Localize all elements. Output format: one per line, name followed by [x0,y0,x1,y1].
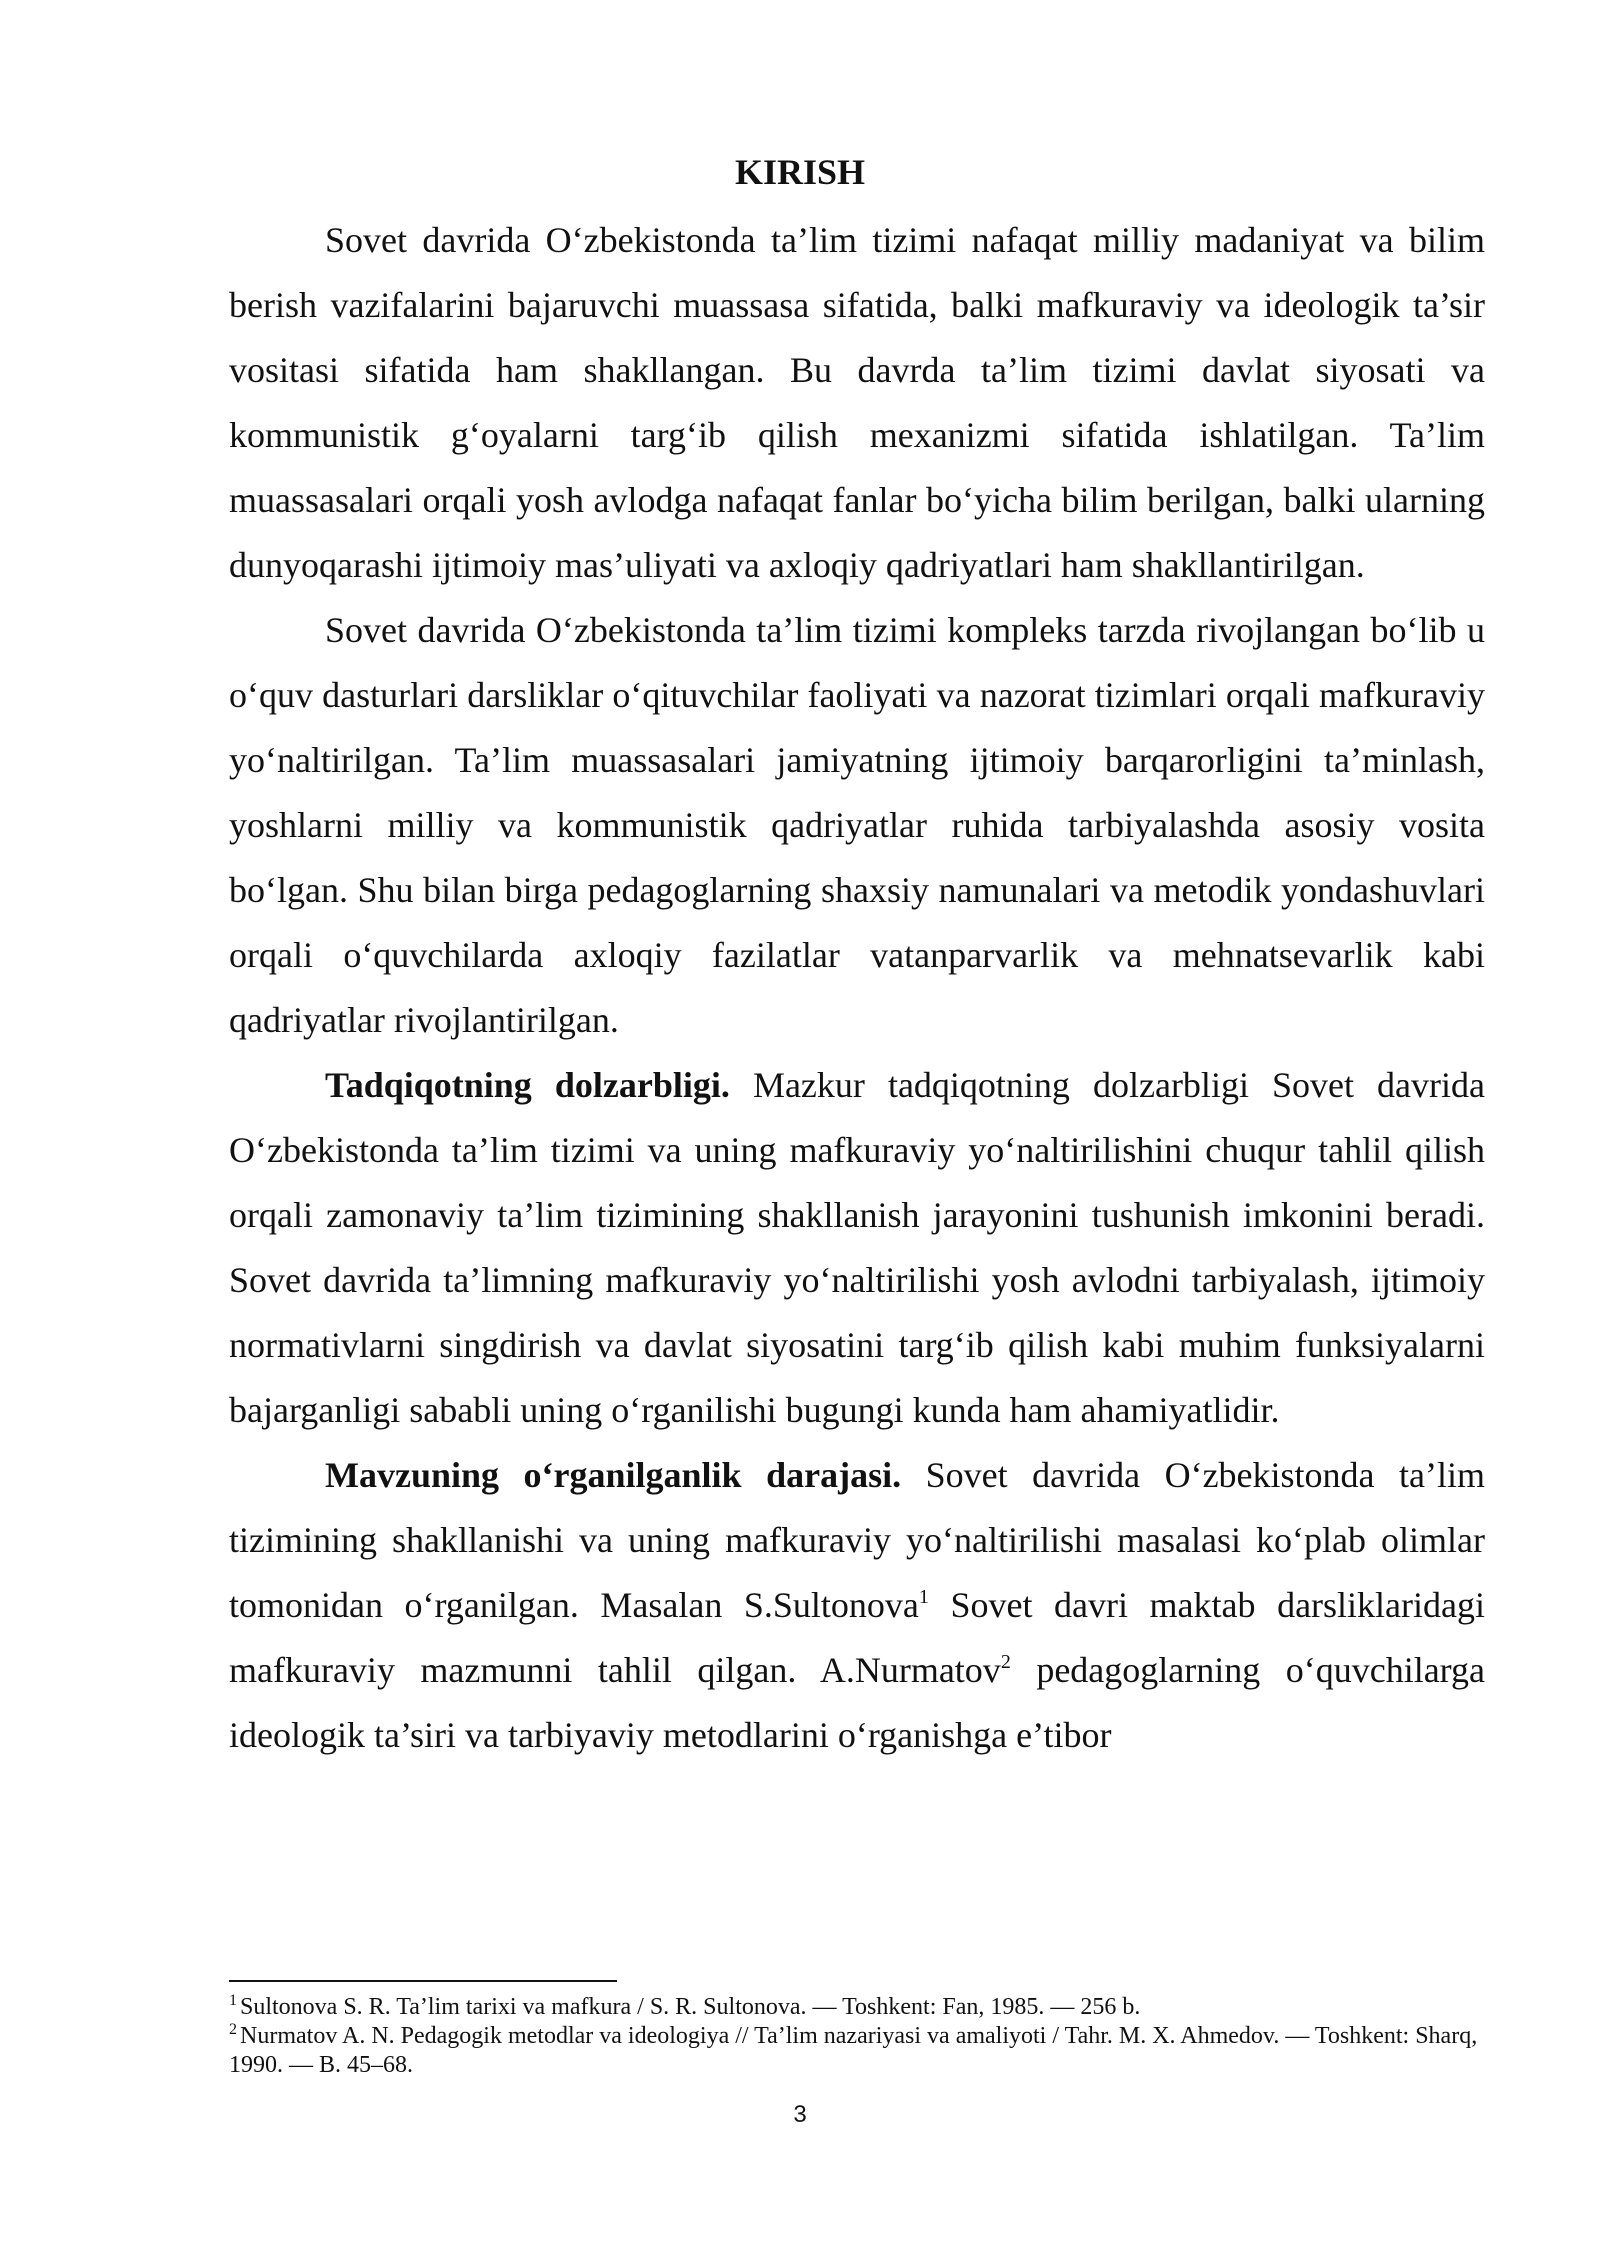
paragraph-intro [229,208,1485,598]
section-heading: KIRISH [734,152,866,192]
footnote-marker: 2 [229,2021,237,2038]
footnotes [229,1993,1485,2080]
paragraph-text: Sovet davrida O‘zbekistonda ta’lim tizimi nafaqat milliy madaniyat va bilim berish vazifalarini bajaruvchi muassasa sifatida, balki mafkuraviy va ideologik ta’sir vositasi sifatida ham shakllangan. Bu davrda ta’lim tizimi davlat siyosati va kommunistik g‘oyalarni targ‘ib qilish mexanizmi sifatida ishlatilgan. Ta’lim muassasalari orqali yosh avlodga nafaqat fanlar bo‘yicha bilim berilgan, balki ularning dunyoqarashi ijtimoiy mas’uliyati va axloqiy qadriyatlari ham shakllantirilgan. [229,220,1485,585]
footnote-separator [229,1980,617,1982]
run-in-heading-relevance: Tadqiqotning dolzarbligi. [325,1065,730,1105]
page-number: 3 [793,2101,807,2128]
footnote [229,2022,1485,2080]
footnote-reference[interactable]: 1 [918,1586,929,1608]
paragraph-education-system [229,598,1485,1053]
paragraph-text: Mazkur tadqiqotning dolzarbligi Sovet davrida O‘zbekistonda ta’lim tizimi va uning mafkuraviy yo‘naltirilishini chuqur tahlil qilish orqali zamonaviy ta’lim tizimining shakllanish jarayonini tushunish imkonini beradi. Sovet davrida ta’limning mafkuraviy yo‘naltirilishi yosh avlodni tarbiyalash, ijtimoiy normativlarni singdirish va davlat siyosatini targ‘ib qilish kabi muhim funksiyalarni bajarganligi sababli uning o‘rganilishi bugungi kunda ham ahamiyatlidir. [229,1065,1485,1430]
footnote [229,1993,1485,2022]
paragraph-text: Sovet davri maktab darsliklaridagi mafkuraviy mazmunni tahlil qilgan. A.Nurmatov [229,1585,1486,1690]
paragraph-text: pedagoglarning o‘quvchilarga ideologik ta’siri va tarbiyaviy metodlarini o‘rganishga e’tibor [229,1650,1485,1755]
paragraph-relevance [229,1053,1485,1443]
paragraph-text: Sovet davrida O‘zbekistonda ta’lim tizimining shakllanishi va uning mafkuraviy yo‘naltirilishi masalasi ko‘plab olimlar tomonidan o‘rganilgan. Masalan S.Sultonova [229,1455,1486,1625]
paragraph-text: Sovet davrida O‘zbekistonda ta’lim tizimi kompleks tarzda rivojlangan bo‘lib u o‘quv dasturlari darsliklar o‘qituvchilar faoliyati va nazorat tizimlari orqali mafkuraviy yo‘naltirilgan. Ta’lim muassasalari jamiyatning ijtimoiy barqarorligini ta’minlash, yoshlarni milliy va kommunistik qadriyatlar ruhida tarbiyalashda asosiy vosita bo‘lgan. Shu bilan birga pedagoglarning shaxsiy namunalari va metodik yondashuvlari orqali o‘quvchilarda axloqiy fazilatlar vatanparvarlik va mehnatsevarlik kabi qadriyatlar rivojlantirilgan. [229,610,1485,1040]
paragraph-degree-of-study [229,1443,1485,1768]
footnote-text: Sultonova S. R. Ta’lim tarixi va mafkura / S. R. Sultonova. — Toshkent: Fan, 1985. — 256 b. [240,1994,1141,2020]
run-in-heading-degree-of-study: Mavzuning o‘rganilganlik darajasi. [325,1455,902,1495]
footnote-reference[interactable]: 2 [1000,1651,1011,1673]
footnote-text: Nurmatov A. N. Pedagogik metodlar va ideologiya // Ta’lim nazariyasi va amaliyoti / Tahr. M. X. Ahmedov. — Toshkent: Sharq, 1990. — B. 45–68. [229,2023,1478,2078]
footnote-marker: 1 [229,1992,237,2009]
body-text [229,208,1485,1768]
